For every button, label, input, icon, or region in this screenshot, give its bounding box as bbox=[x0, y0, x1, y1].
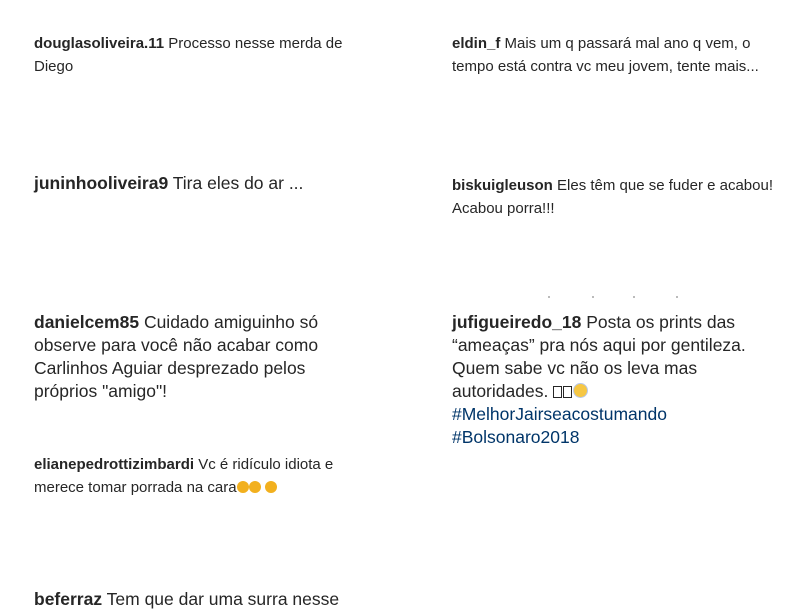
loading-dots-divider bbox=[548, 296, 688, 298]
angry-face-emoji-icon bbox=[237, 481, 249, 493]
comment-username[interactable]: elianepedrottizimbardi bbox=[34, 456, 195, 473]
comment bbox=[34, 32, 364, 78]
comment-username[interactable]: danielcem85 bbox=[34, 312, 140, 332]
comment-username[interactable]: jufigueiredo_18 bbox=[452, 312, 582, 332]
comment bbox=[34, 453, 364, 499]
comment-text: Tem que dar uma surra nesse bbox=[106, 589, 340, 609]
angry-face-emoji-icon bbox=[249, 481, 261, 493]
comment-text: Tira eles do ar ... bbox=[172, 173, 304, 193]
comment-username[interactable]: douglasoliveira.11 bbox=[34, 35, 165, 52]
comment-text: Processo nesse merda de Diego bbox=[34, 35, 343, 75]
comment bbox=[452, 32, 772, 78]
comment bbox=[34, 172, 374, 195]
comment bbox=[452, 174, 782, 220]
comment-username[interactable]: eldin_f bbox=[452, 35, 501, 52]
comment bbox=[34, 311, 364, 403]
hashtag-link[interactable]: #Bolsonaro2018 bbox=[452, 427, 580, 447]
comment-text: Vc é ridículo idiota e merece tomar porrada na cara bbox=[34, 456, 334, 496]
comment-text: Posta os prints das “ameaças” pra nós aqui por gentileza. Quem sabe vc não os leva mas autoridades. bbox=[452, 312, 746, 401]
hashtag-link[interactable]: #MelhorJairseacostumando bbox=[452, 404, 667, 424]
angry-face-emoji-icon bbox=[265, 481, 277, 493]
comment-text: Cuidado amiguinho só observe para você não acabar como Carlinhos Aguiar desprezado pelos próprios "amigo"! bbox=[34, 312, 319, 401]
comment-username[interactable]: beferraz bbox=[34, 589, 103, 609]
comment-username[interactable]: biskuigleuson bbox=[452, 177, 553, 194]
comment-username[interactable]: juninhooliveira9 bbox=[34, 173, 169, 193]
comment-text-line-2: Acabou porra!!! bbox=[452, 200, 555, 217]
missing-glyph-icon bbox=[563, 386, 572, 398]
angel-face-emoji-icon bbox=[573, 383, 588, 398]
comment-text: Mais um q passará mal ano q vem, o tempo está contra vc meu jovem, tente mais... bbox=[452, 35, 759, 75]
comment bbox=[452, 311, 787, 449]
comment-text: Eles têm que se fuder e acabou! bbox=[557, 177, 774, 194]
missing-glyph-icon bbox=[553, 386, 562, 398]
